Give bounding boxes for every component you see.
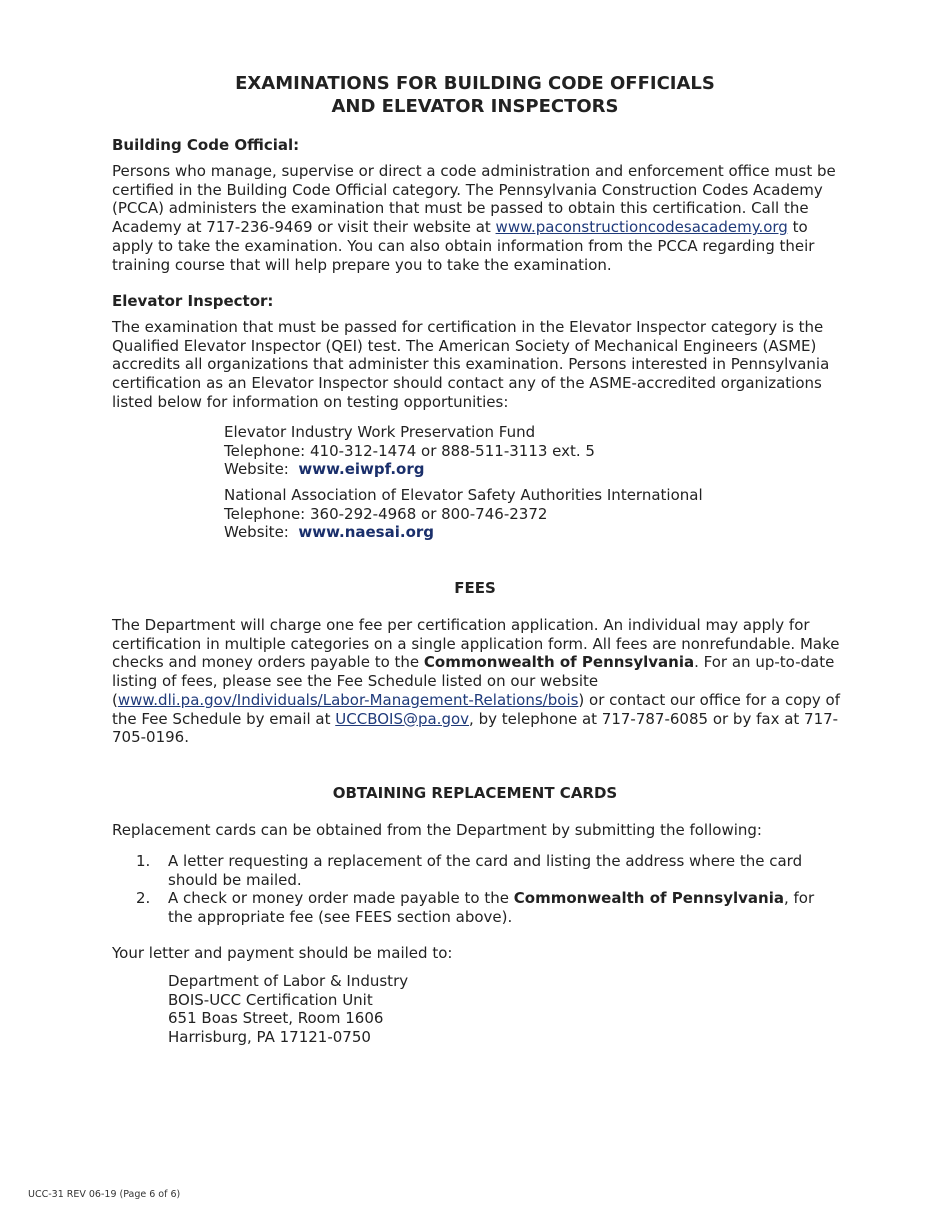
pcca-website-link[interactable]: www.paconstructioncodesacademy.org — [495, 218, 788, 237]
fees-payee-bold: Commonwealth of Pennsylvania — [423, 653, 695, 672]
page-title-line-1: EXAMINATIONS FOR BUILDING CODE OFFICIALS — [235, 73, 715, 94]
fees-text-2: . For an up-to-date listing of fees, please see the Fee Schedule listed on our website ( — [112, 653, 835, 709]
naesai-name: National Association of Elevator Safety Authorities International — [224, 486, 703, 504]
fees-text-1: The Department will charge one fee per certification application. An individual may apply for certification in multiple categories on a single application form. All fees are nonrefundable. Make checks and money orders payable to the — [112, 616, 840, 672]
naesai-website-line — [224, 523, 703, 542]
list-item-number: 2. — [136, 889, 151, 908]
elevator-inspector-paragraph: The examination that must be passed for certification in the Elevator Inspector category is the Qualified Elevator Inspector (QEI) test. The American Society of Mechanical Engineers (ASME) accredits all organizations that administer this examination. Persons interested in Pennsylvania certification as an Elevator Inspector should contact any of the ASME-accredited organizations listed below for information on testing opportunities: — [112, 318, 830, 411]
fees-text-3: ) or contact our office for a copy of the Fee Schedule by email at — [112, 690, 840, 728]
mail-instructions: Your letter and payment should be mailed to: — [112, 944, 453, 962]
list-item-text-after: , for the appropriate fee (see FEES section above). — [168, 889, 815, 927]
fees-heading: FEES — [454, 579, 496, 597]
page-title — [112, 72, 838, 118]
fee-schedule-website-link[interactable]: www.dli.pa.gov/Individuals/Labor-Management-Relations/bois — [117, 690, 579, 709]
address-line: BOIS-UCC Certification Unit — [168, 990, 373, 1009]
building-code-official-paragraph — [112, 162, 842, 274]
building-code-official-text: Persons who manage, supervise or direct a code administration and enforcement office must be certified in the Building Code Official category. The Pennsylvania Construction Codes Academy (PCCA) administers the examination that must be passed to obtain this certification. Call the Academy at 717-236-9469 or visit their website at — [112, 162, 836, 237]
list-item-text-before: A check or money order made payable to the — [168, 889, 514, 908]
mailing-address — [168, 972, 408, 1047]
list-item-text: A letter requesting a replacement of the card and listing the address where the card should be mailed. — [168, 852, 803, 889]
naesai-contact-block — [224, 486, 703, 542]
naesai-website-label: Website: — [224, 523, 299, 542]
replacement-requirements-list — [136, 852, 842, 927]
list-item-number: 1. — [136, 852, 151, 870]
list-item — [136, 889, 842, 926]
fees-text-4: , by telephone at 717-787-6085 or by fax at 717-705-0196. — [112, 709, 839, 747]
page-title-line-2: AND ELEVATOR INSPECTORS — [331, 96, 619, 117]
naesai-website-link[interactable]: www.naesai.org — [298, 523, 435, 542]
eiwpf-contact-block — [224, 423, 595, 479]
elevator-inspector-heading: Elevator Inspector: — [112, 292, 274, 310]
address-line: Harrisburg, PA 17121-0750 — [168, 1028, 371, 1047]
uccbois-email-link[interactable]: UCCBOIS@pa.gov — [335, 709, 470, 728]
naesai-telephone: Telephone: 360-292-4968 or 800-746-2372 — [224, 504, 548, 523]
eiwpf-website-line — [224, 460, 595, 479]
address-line: Department of Labor & Industry — [168, 972, 409, 990]
replacement-cards-heading: OBTAINING REPLACEMENT CARDS — [332, 784, 618, 802]
eiwpf-telephone: Telephone: 410-312-1474 or 888-511-3113 ext. 5 — [224, 441, 595, 460]
building-code-official-heading: Building Code Official: — [112, 136, 300, 154]
replacement-cards-intro: Replacement cards can be obtained from the Department by submitting the following: — [112, 821, 762, 839]
list-item-payee-bold: Commonwealth of Pennsylvania — [513, 889, 784, 908]
fees-paragraph — [112, 616, 842, 747]
eiwpf-website-label: Website: — [224, 460, 299, 479]
eiwpf-name: Elevator Industry Work Preservation Fund — [224, 423, 536, 441]
list-item — [136, 852, 842, 889]
address-line: 651 Boas Street, Room 1606 — [168, 1009, 384, 1028]
building-code-official-text-continued: to apply to take the examination. You can also obtain information from the PCCA regarding their training course that will help prepare you to take the examination. — [112, 218, 815, 274]
eiwpf-website-link[interactable]: www.eiwpf.org — [298, 460, 425, 479]
page-footer: UCC-31 REV 06-19 (Page 6 of 6) — [28, 1189, 181, 1200]
